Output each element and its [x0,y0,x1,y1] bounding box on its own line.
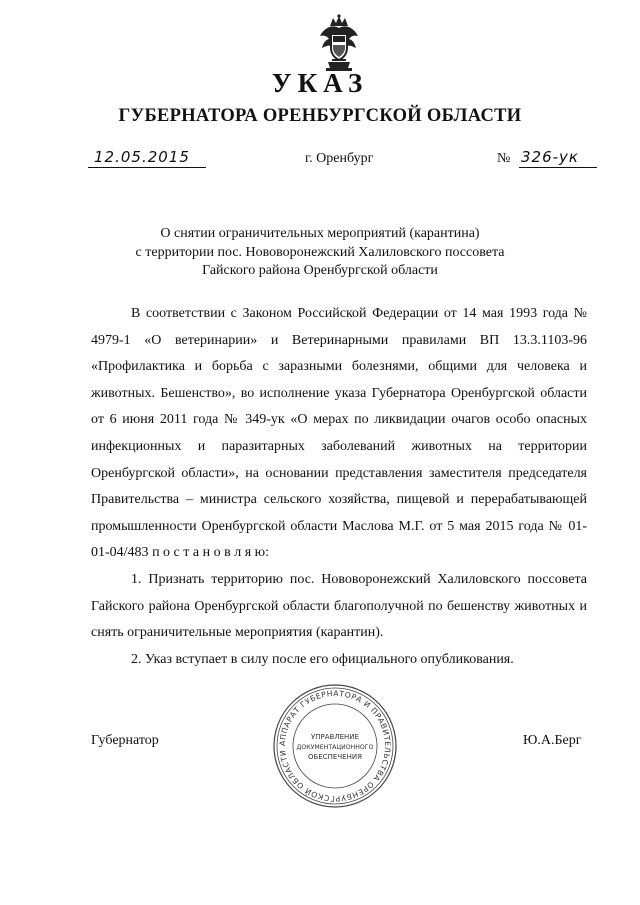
decree-item: 1. Признать территорию пос. Нововоронежский Халиловского поссовета Гайского района Оренбургской области благополучной по бешенству животных и снять ограничительные мероприятия (карантин). [91,571,587,641]
decree-heading [0,225,640,281]
official-seal [272,683,398,809]
number-sign: № [497,151,511,166]
number-underline [519,167,597,168]
preamble-text: В соответствии с Законом Российской Федерации от 14 мая 1993 года № 4979-1 «О ветеринарии» и Ветеринарными правилами ВП 13.3.1103-96 «Профилактика и борьба с заразными болезнями, общими для человека и животных. Бешенство», во исполнение указа Губернатора Оренбургской области от 6 июня 2011 года № 349-ук «О мерах по ликвидации очагов особо опасных инфекционных и паразитарных заболеваний животных на территории Оренбургской области», на основании представления заместителя председателя Правительства – министра сельского хозяйства, пищевой и перерабатывающей промышленности Оренбургской области Маслова М.Г. от 5 мая 2015 года № 01-01-04/483 [91,306,587,561]
seal-center-line: ОБЕСПЕЧЕНИЯ [308,753,362,761]
seal-ring-text: АППАРАТ ГУБЕРНАТОРА И ПРАВИТЕЛЬСТВА ОРЕНБУРГСКОЙ ОБЛАСТИ [277,688,393,804]
number-value: 326-ук [521,148,579,166]
coat-of-arms-icon [318,14,360,72]
seal-center-line: УПРАВЛЕНИЕ [311,733,359,741]
decree-item: 2. Указ вступает в силу после его официального опубликования. [131,651,514,667]
decree-word: п о с т а н о в л я ю: [152,545,269,561]
heading-line: О снятии ограничительных мероприятий (карантина) [160,226,480,241]
date-underline [88,167,206,168]
heading-line: Гайского района Оренбургской области [202,263,438,278]
heading-line: с территории пос. Нововоронежский Халиловского поссовета [135,244,505,260]
decree-body [91,301,587,673]
decree-city: г. Оренбург [305,151,374,166]
signatory-name: Ю.А.Берг [523,733,582,748]
preamble-paragraph [91,301,587,567]
decree-date [88,148,206,170]
signatory-title: Губернатор [91,733,159,748]
document-title: УКАЗ [271,68,369,98]
seal-center-line: ДОКУМЕНТАЦИОННОГО [296,744,374,751]
date-value: 12.05.2015 [94,148,190,166]
document-subtitle: ГУБЕРНАТОРА ОРЕНБУРГСКОЙ ОБЛАСТИ [118,106,522,126]
decree-number [497,148,597,170]
